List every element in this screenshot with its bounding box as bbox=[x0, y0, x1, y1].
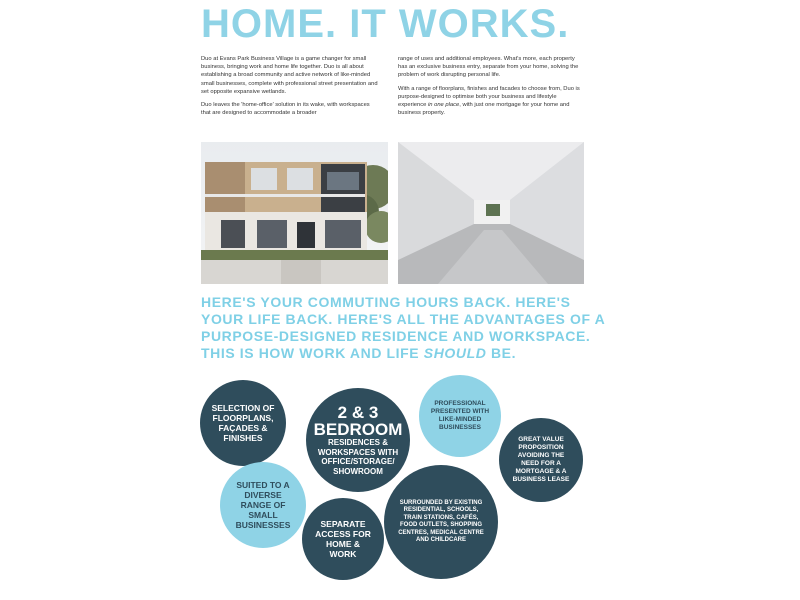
intro-paragraph: Duo leaves the 'home-office' solution in its wake, with workspaces that are designed to accommodate a broader bbox=[201, 102, 370, 117]
commuting-headline: HERE'S YOUR COMMUTING HOURS BACK. HERE'S YOUR LIFE BACK. HERE'S ALL THE ADVANTAGES OF A PURPOSE-DESIGNED RESIDENCE AND WORKSPACE. THIS IS HOW WORK AND LIFE SHOULD BE. bbox=[201, 294, 606, 361]
feature-circle-separate-access: SEPARATE ACCESS FOR HOME & WORK bbox=[302, 498, 384, 580]
feature-circle-professional: PROFESSIONAL PRESENTED WITH LIKE-MINDED BUSINESSES bbox=[419, 375, 501, 457]
intro-column-right bbox=[398, 55, 582, 122]
feature-circle-surrounded: SURROUNDED BY EXISTING RESIDENTIAL, SCHOOLS, TRAIN STATIONS, CAFÉS, FOOD OUTLETS, SHOPPING CENTRES, MEDICAL CENTRE AND CHILDCARE bbox=[384, 465, 498, 579]
intro-paragraph: With a range of floorplans, finishes and facades to choose from, Duo is purpose-designed to optimise both your business and lifestyle experience in one place, with just one mortgage for your home and business property. bbox=[398, 85, 580, 117]
interior-workspace-photo bbox=[398, 142, 584, 284]
feature-circle-selection: SELECTION OF FLOORPLANS, FAÇADES & FINISHES bbox=[200, 380, 286, 466]
intro-paragraph: Duo at Evans Park Business Village is a game changer for small business, bringing work and home life together. Duo is all about establishing a broad community and active network of like-minded small businesses, complete with professional street presentation and set opposite expansive wetlands. bbox=[201, 56, 378, 95]
townhouse-exterior-photo bbox=[201, 142, 388, 284]
feature-circle-great-value: GREAT VALUE PROPOSITION AVOIDING THE NEED FOR A MORTGAGE & A BUSINESS LEASE bbox=[499, 418, 583, 502]
feature-circle-suited: SUITED TO A DIVERSE RANGE OF SMALL BUSINESSES bbox=[220, 462, 306, 548]
page-title: HOME. IT WORKS. bbox=[201, 2, 570, 46]
feature-circle-bedroom: 2 & 3 BEDROOM RESIDENCES & WORKSPACES WITH OFFICE/STORAGE/ SHOWROOM bbox=[306, 388, 410, 492]
intro-paragraph: range of uses and additional employees. What's more, each property has an exclusive business entry, separate from your home, solving the problem of work disrupting personal life. bbox=[398, 56, 579, 79]
intro-column-left bbox=[201, 55, 379, 122]
